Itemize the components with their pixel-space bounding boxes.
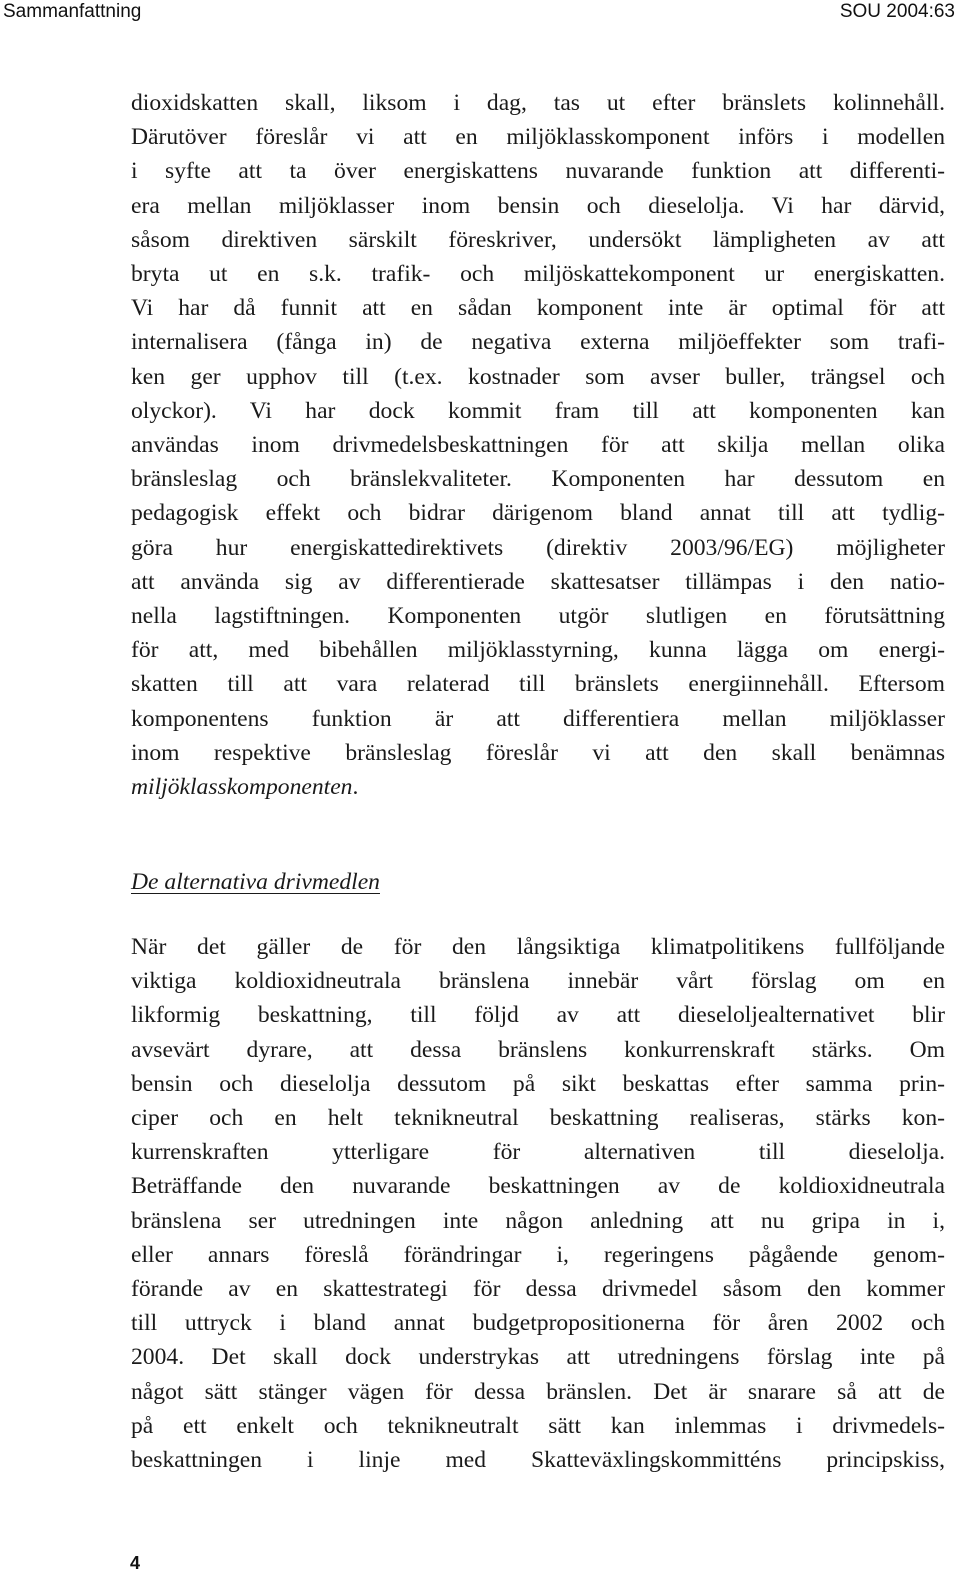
text-line: bensin och dieselolja dessutom på sikt beskattas efter samma prin- [131, 1070, 945, 1097]
text-line: beskattningen i linje med Skatteväxlingskommitténs principskiss, [131, 1447, 945, 1474]
text-line: pedagogisk effekt och bidrar därigenom bland annat till att tydlig- [131, 500, 945, 527]
text-line: nella lagstiftningen. Komponenten utgör slutligen en förutsättning [131, 603, 945, 630]
text-line: Beträffande den nuvarande beskattningen av de koldioxidneutrala [131, 1173, 945, 1200]
italic-term: miljöklasskomponenten [131, 774, 353, 801]
text-line: att använda sig av differentierade skattesatser tillämpas i den natio- [131, 568, 945, 595]
header-section-title: Sammanfattning [3, 1, 142, 22]
paragraph-summary-components [131, 86, 945, 804]
text-line: något sätt stänger vägen för dessa bränslen. Det är snarare så att de [131, 1378, 945, 1405]
paragraph-alternative-fuels [131, 930, 945, 1477]
page-number: 4 [130, 1553, 141, 1573]
text-line: till uttryck i bland annat budgetpropositionerna för åren 2002 och [131, 1310, 945, 1337]
text-line: bryta ut en s.k. trafik- och miljöskattekomponent ur energiskatten. [131, 261, 945, 288]
text-line: inom respektive bränsleslag föreslår vi att den skall benämnas [131, 739, 945, 766]
text-line: såsom direktiven särskilt föreskriver, undersökt lämpligheten av att [131, 226, 945, 253]
text-line: ciper och en helt teknikneutral beskattning realiseras, stärks kon- [131, 1105, 945, 1132]
section-heading: De alternativa drivmedlen [131, 869, 380, 895]
text-line: eller annars föreslå förändringar i, regeringens pågående genom- [131, 1241, 945, 1268]
text-line: 2004. Det skall dock understrykas att utredningens förslag inte på [131, 1344, 945, 1371]
text-line: Vi har då funnit att en sådan komponent inte är optimal för att [131, 295, 945, 322]
text-line: viktiga koldioxidneutrala bränslena innebär vårt förslag om en [131, 968, 945, 995]
header-document-reference: SOU 2004:63 [839, 1, 955, 22]
text-line: Därutöver föreslår vi att en miljöklasskomponent införs i modellen [131, 124, 945, 151]
text-line: era mellan miljöklasser inom bensin och dieselolja. Vi har därvid, [131, 192, 945, 219]
text-line: bränsleslag och bränslekvaliteter. Komponenten har dessutom en [131, 466, 945, 493]
final-punctuation: . [352, 774, 359, 801]
text-line: När det gäller de för den långsiktiga klimatpolitikens fullföljande [131, 934, 945, 960]
text-line: för att, med bibehållen miljöklasstyrning, kunna lägga om energi- [131, 637, 945, 664]
text-line: i syfte att ta över energiskattens nuvarande funktion att differenti- [131, 158, 945, 185]
text-line: internalisera (fånga in) de negativa externa miljöeffekter som trafi- [131, 329, 945, 356]
text-line: komponentens funktion är att differentiera mellan miljöklasser [131, 705, 945, 732]
text-line-final [131, 770, 945, 804]
text-line: användas inom drivmedelsbeskattningen för att skilja mellan olika [131, 432, 945, 459]
running-header [0, 0, 960, 26]
text-line: likformig beskattning, till följd av att dieseloljealternativet blir [131, 1002, 945, 1029]
text-line: göra hur energiskattedirektivets (direktiv 2003/96/EG) möjligheter [131, 534, 945, 561]
text-line: på ett enkelt och teknikneutralt sätt kan inlemmas i drivmedels- [131, 1412, 945, 1439]
text-line: skatten till att vara relaterad till bränslets energiinnehåll. Eftersom [131, 671, 945, 698]
text-line: bränslena ser utredningen inte någon anledning att nu gripa in i, [131, 1207, 945, 1234]
text-line: ken ger upphov till (t.ex. kostnader som avser buller, trängsel och [131, 363, 945, 390]
text-line: olyckor). Vi har dock kommit fram till att komponenten kan [131, 397, 945, 424]
text-line: dioxidskatten skall, liksom i dag, tas ut efter bränslets kolinnehåll. [131, 90, 945, 116]
text-line: kurrenskraften ytterligare för alternativen till dieselolja. [131, 1139, 945, 1166]
text-line: förande av en skattestrategi för dessa drivmedel såsom den kommer [131, 1276, 945, 1303]
text-line: avsevärt dyrare, att dessa bränslens konkurrenskraft stärks. Om [131, 1036, 945, 1063]
